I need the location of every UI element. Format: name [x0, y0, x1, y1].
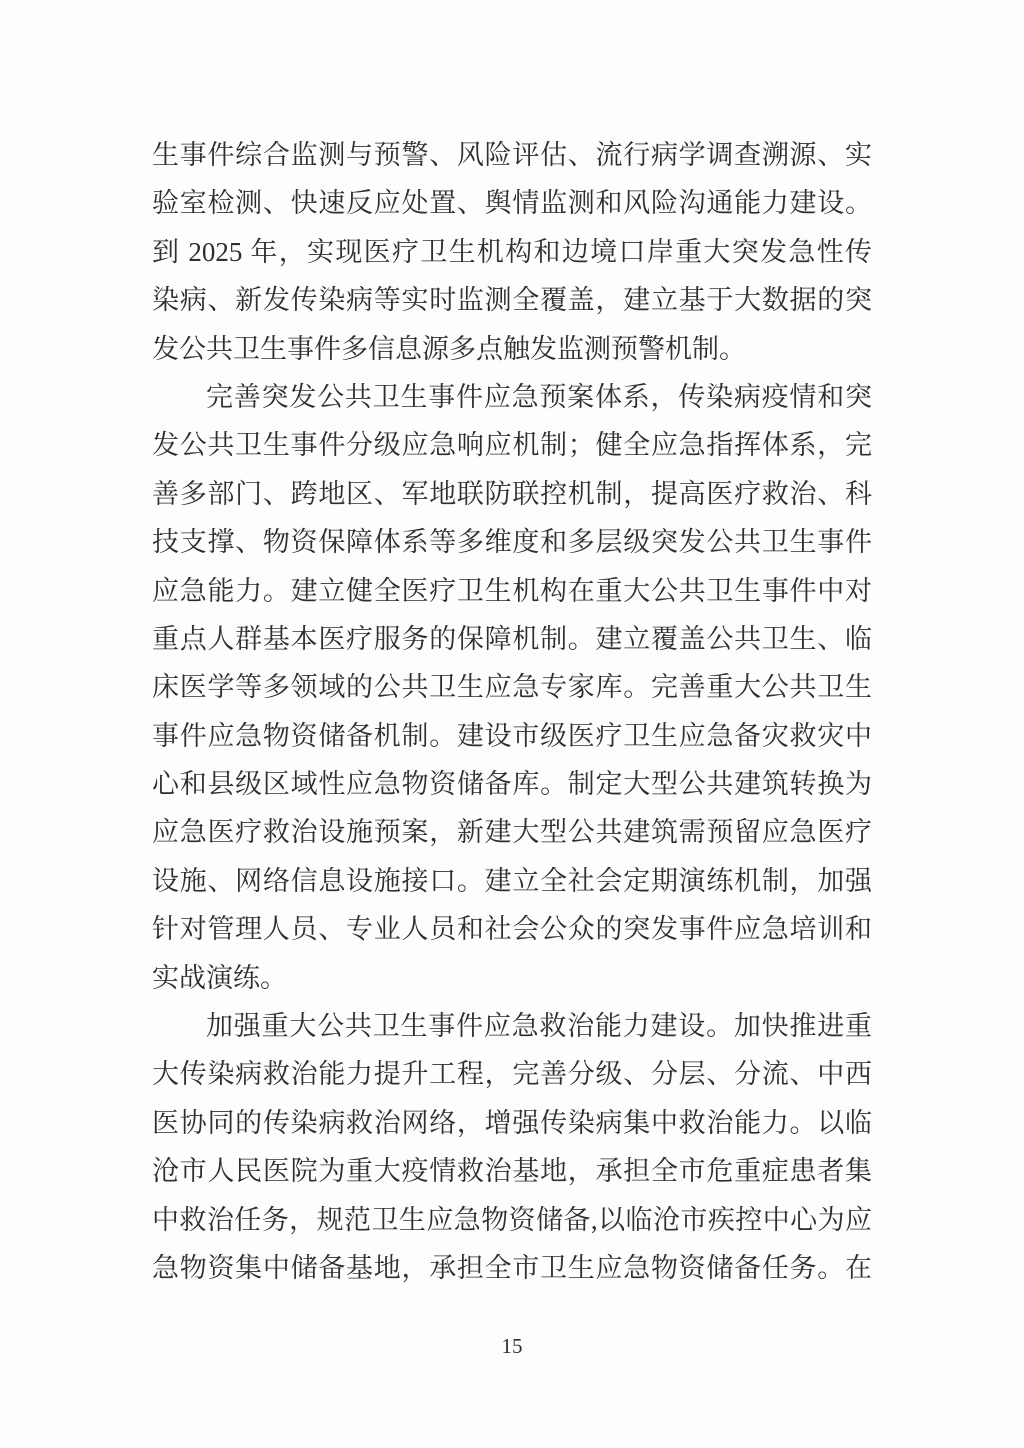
text-line: 针对管理人员、专业人员和社会公众的突发事件应急培训和: [152, 914, 872, 945]
text-block: [152, 131, 872, 1292]
text-line: 设施、网络信息设施接口。建立全社会定期演练机制，加强: [152, 865, 872, 896]
text-line: 床医学等多领域的公共卫生应急专家库。完善重大公共卫生: [152, 672, 872, 703]
text-line: 生事件综合监测与预警、风险评估、流行病学调查溯源、实: [152, 140, 872, 170]
text-line: 染病、新发传染病等实时监测全覆盖，建立基于大数据的突: [152, 285, 872, 316]
text-line: 到 2025 年，实现医疗卫生机构和边境口岸重大突发急性传: [152, 236, 872, 267]
text-line: 应急能力。建立健全医疗卫生机构在重大公共卫生事件中对: [152, 575, 872, 606]
text-line: 实战演练。: [152, 962, 287, 993]
text-line: 沧市人民医院为重大疫情救治基地，承担全市危重症患者集: [152, 1156, 872, 1187]
text-line: 事件应急物资储备机制。建设市级医疗卫生应急备灾救灾中: [152, 720, 872, 751]
text-line: 完善突发公共卫生事件应急预案体系，传染病疫情和突: [206, 381, 872, 412]
text-line: 心和县级区域性应急物资储备库。制定大型公共建筑转换为: [152, 769, 872, 800]
text-line: 验室检测、快速反应处置、舆情监测和风险沟通能力建设。: [152, 188, 872, 219]
text-line: 善多部门、跨地区、军地联防联控机制，提高医疗救治、科: [152, 478, 872, 509]
text-line: 发公共卫生事件多信息源多点触发监测预警机制。: [152, 333, 746, 364]
text-line: 应急医疗救治设施预案，新建大型公共建筑需预留应急医疗: [152, 817, 872, 848]
text-line: 大传染病救治能力提升工程，完善分级、分层、分流、中西: [152, 1059, 872, 1090]
text-line: 技支撑、物资保障体系等多维度和多层级突发公共卫生事件: [152, 527, 872, 558]
page-number: 15: [501, 1334, 523, 1358]
text-line: 重点人群基本医疗服务的保障机制。建立覆盖公共卫生、临: [152, 623, 872, 654]
text-line: 发公共卫生事件分级应急响应机制；健全应急指挥体系，完: [152, 430, 872, 461]
text-line: 中救治任务，规范卫生应急物资储备,以临沧市疾控中心为应: [152, 1204, 872, 1235]
text-line: 医协同的传染病救治网络，增强传染病集中救治能力。以临: [152, 1107, 872, 1138]
text-line: 加强重大公共卫生事件应急救治能力建设。加快推进重: [206, 1011, 872, 1042]
text-line: 急物资集中储备基地，承担全市卫生应急物资储备任务。在: [152, 1252, 872, 1283]
